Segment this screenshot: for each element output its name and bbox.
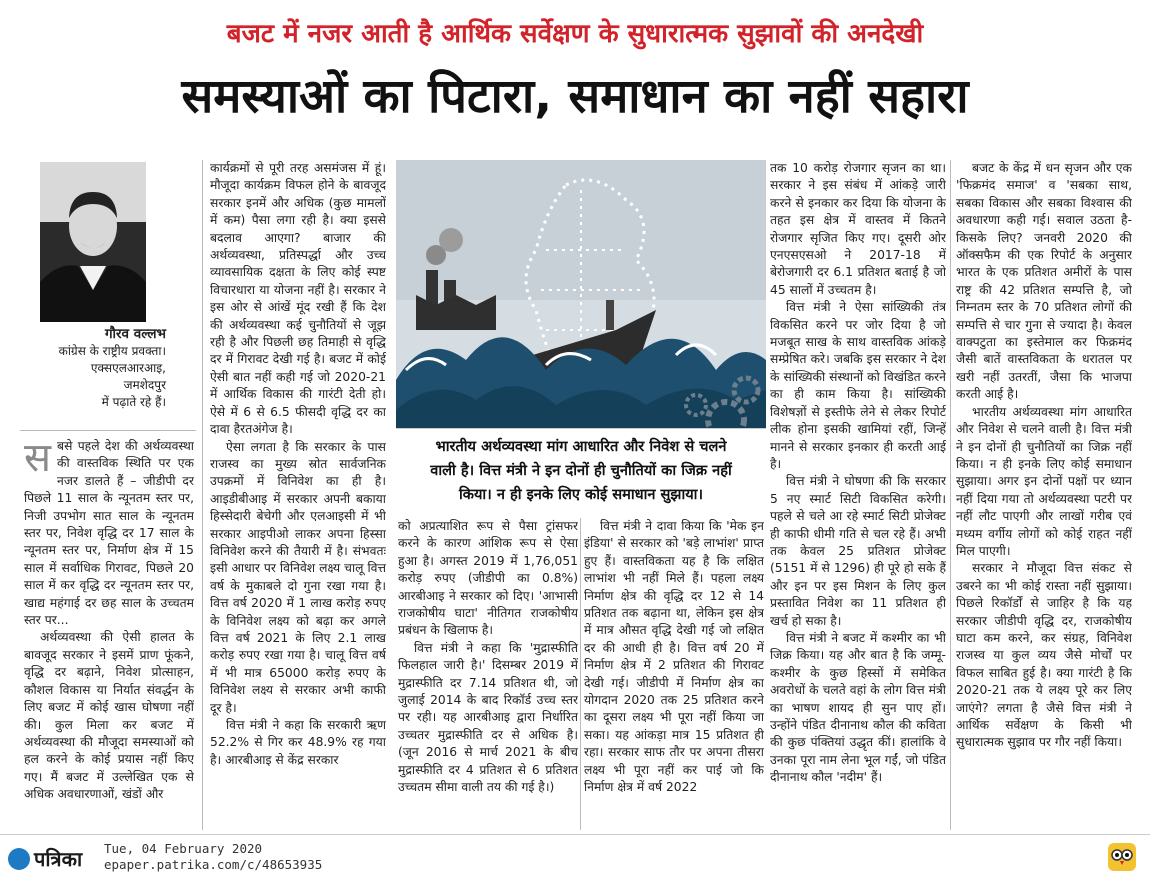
paragraph: वित्त मंत्री ने बजट में कश्मीर का भी जिक्र किया। यह और बात है कि जम्मू-कश्मीर के कुछ हिस्सों में समेकित अवरोधों के चलते वहां के लोग वित्त मंत्री का भाषण शायद ही सुन पाए हों। उन्होंने पंडित दीनानाथ कौल की कविता की कुछ पंक्तियां उद्धृत कीं। हालांकि वे उनका पूरा नाम लेना भूल गईं, जो पंडित दीनानाथ कौल 'नदीम' हैं। (770, 630, 946, 785)
caption-line-1: भारतीय अर्थव्यवस्था मांग आधारित और निवेश से चलने (435, 438, 727, 455)
edition-date: Tue, 04 February 2020 (104, 841, 263, 856)
paragraph: सबसे पहले देश की अर्थव्यवस्था की वास्तविक स्थिति पर एक नजर डालते हैं – जीडीपी दर पिछले 11 साल के न्यूनतम स्तर पर, निजी उपभोग सात साल के न्यूनतम स्तर पर, निवेश वृद्धि दर 17 साल के न्यूनतम स्तर पर, निर्माण क्षेत्र में 15 साल में सर्वाधिक गिरावट, पिछले 20 साल में कर वृद्धि दर न्यूनतम स्तर पर, खाद्य महंगाई दर छह साल के उच्चतम स्तर पर... (24, 438, 194, 628)
paragraph: को अप्रत्याशित रूप से पैसा ट्रांसफर करने के कारण आंशिक रूप से ऐसा हुआ है। अगस्त 2019 में 1,76,051 करोड़ रुपए (जीडीपी का 0.8%) आरबीआइ ने सरकार को दिए। 'आभासी राजकोषीय घाटा' नीतिगत राजकोषीय प्रबंधन के खिलाफ है। (398, 519, 578, 638)
caption-line-3: किया। न ही इनके लिए कोई समाधान सुझाया। (458, 486, 703, 503)
column-divider (580, 518, 581, 830)
article-column-3 (398, 518, 578, 830)
caption-line-2: वाली है। वित्त मंत्री ने इन दोनों ही चुनौतियों का जिक्र नहीं (430, 462, 732, 479)
owl-icon[interactable] (1106, 841, 1138, 873)
author-line-4: में पढ़ाते रहे हैं। (101, 395, 166, 409)
caption-box (396, 428, 766, 513)
patrika-logo[interactable] (8, 845, 82, 872)
paragraph: सरकार ने मौजूदा वित्त संकट से उबरने का भी कोई रास्ता नहीं सुझाया। पिछले रिकॉर्डों से जाहिर है कि यह सरकार जीडीपी वृद्धि दर, राजकोषीय घाटा कम करने, कर संग्रह, विनिवेश राजस्व या कुल व्यय जैसे मोर्चों पर विफल साबित हुई है। क्या गारंटी है कि 2020-21 तक ये लक्ष्य पूरे कर लिए जाएंगे? लगता है जैसे वित्त मंत्री ने आर्थिक सर्वेक्षण के किसी भी सुधारात्मक सुझाव पर गौर नहीं किया। (956, 561, 1132, 750)
globe-icon (8, 848, 30, 870)
author-name: गौरव वल्लभ (104, 326, 166, 342)
image-caption (406, 435, 756, 507)
paragraph: बजट के केंद्र में धन सृजन और एक 'फिक्रमंद समाज' व 'सबका साथ, सबका विकास और सबका विश्वास की अवधारणा कही गई। सवाल उठता है- किसके लिए? जनवरी 2020 की ऑक्सफैम की एक रिपोर्ट के अनुसार भारत के एक प्रतिशत अमीरों के पास राष्ट्र की 42 प्रतिशत सम्पत्ति है, जो निम्नतम स्तर के 70 प्रतिशत लोगों की सम्पत्ति से चार गुना से ज्यादा है। केवल वाक्पटुता का इस्तेमाल कर फिक्रमंद जैसी बातें वास्तविकता के धरातल पर खरी नहीं उतरतीं, जैसा कि भाजपा करती आई है। (956, 161, 1132, 402)
author-portrait-icon (40, 162, 146, 322)
paragraph: वित्त मंत्री ने दावा किया कि 'मेक इन इंडिया' से सरकार को 'बड़े लाभांश' प्राप्त हुए हैं। वास्तविकता यह है कि लक्षित लाभांश भी नहीं मिले हैं। पहला लक्ष्य निर्माण क्षेत्र की वृद्धि दर 12 से 14 प्रतिशत तक बढ़ाना था, लेकिन इस क्षेत्र में मात्र औसत वृद्धि देखी गई जो लक्षित दर की आधी ही है। वित्त वर्ष 20 में निर्माण क्षेत्र में 2 प्रतिशत की गिरावट देखी गई। जीडीपी में निर्माण क्षेत्र का योगदान 2020 तक 25 प्रतिशत करने का दूसरा लक्ष्य भी पूरा नहीं किया जा सका। यह आंकड़ा मात्र 15 प्रतिशत ही रहा। सरकार साफ तौर पर अपना तीसरा लक्ष्य भी पूरा नहीं कर पाई जो कि निर्माण क्षेत्र में वर्ष 2022 (584, 519, 764, 795)
article-column-2 (210, 160, 386, 830)
article-column-6 (956, 160, 1132, 830)
column-divider (202, 160, 203, 830)
footer-bar (0, 834, 1150, 880)
paragraph: कार्यक्रमों से पूरी तरह असमंजस में हूं। मौजूदा कार्यक्रम विफल होने के बावजूद सरकार इनमें और अधिक (कुछ मामलों में कम) पैसा लगा रही है। क्या इससे बदलाव आएगा? बाजार की अर्थव्यवस्था, प्रतिस्पर्द्धा और उच्च व्यावसायिक दक्षता के लिए कोई स्पष्ट विचारधारा या योजना नहीं है। सरकार ने इस ओर से आंखें मूंद रखी हैं कि देश की अर्थव्यवस्था कई चुनौतियों से जूझ रही है और पिछली छह तिमाही से वृद्धि दर में गिरावट देखी गई है। बजट में कोई ऐसी बात नहीं कही गई जो 2020-21 में आर्थिक विकास की गारंटी देती हो। ऐसे में 6 से 6.5 फीसदी वृद्धि दर का दावा हैरतअंगेज है। (210, 161, 386, 437)
column-divider (950, 160, 951, 830)
author-info (30, 326, 166, 411)
paragraph: भारतीय अर्थव्यवस्था मांग आधारित और निवेश से चलने वाली है। वित्त मंत्री ने इन दोनों ही चुनौतियों का जिक्र नहीं किया। न ही इनके लिए कोई समाधान सुझाया। अगर इन दोनों पक्षों पर ध्यान नहीं दिया गया तो अर्थव्यवस्था पटरी पर नहीं लौट पाएगी और लाखों गरीब एवं मध्यम वर्गीय लोगों को कोई राहत नहीं मिल पाएगी। (956, 404, 1132, 558)
paragraph: वित्त मंत्री ने कहा कि सरकारी ऋण 52.2% से गिर कर 48.9% रह गया है। आरबीआइ से केंद्र सरकार (210, 718, 386, 767)
kicker-headline: बजट में नजर आती है आर्थिक सर्वेक्षण के सुधारात्मक सुझावों की अनदेखी (226, 19, 924, 49)
brand-name: पत्रिका (34, 847, 83, 871)
main-headline: समस्याओं का पिटारा, समाधान का नहीं सहारा (181, 69, 969, 124)
epaper-link[interactable]: epaper.patrika.com/c/48653935 (104, 857, 323, 872)
paragraph: वित्त मंत्री ने ऐसा सांख्यिकी तंत्र विकसित करने पर जोर दिया है जो मजबूत साख के साथ वास्तविक आंकड़े सम्प्रेषित करे। जबकि इस सरकार ने देश के सांख्यिकी संस्थानों को विखंडित करने का ही काम किया है। सांख्यिकी विशेषज्ञों से इस्तीफे लेने से लेकर रिपोर्ट लीक होना इसकी खामियां रहीं, जिन्हें मानने से सरकार इनकार ही करती आई है। (770, 300, 946, 471)
author-line-3: जमशेदपुर (123, 378, 166, 392)
paragraph: वित्त मंत्री ने घोषणा की कि सरकार 5 नए स्मार्ट सिटी विकसित करेगी। पहले से चले आ रहे स्मार्ट सिटी प्रोजेक्ट ही काफी धीमी गति से चल रहे हैं। अभी तक केवल 25 प्रतिशत प्रोजेक्ट (5151 में से 1296) ही पूरे हो सके हैं और इन पर इस मिशन के लिए कुल प्रस्तावित निवेश का 11 प्रतिशत ही खर्च हो सका है। (770, 474, 946, 628)
footer-meta (104, 841, 322, 873)
paragraph: अर्थव्यवस्था की ऐसी हालत के बावजूद सरकार ने इसमें प्राण फूंकने, वृद्धि दर बढ़ाने, निवेश प्रोत्साहन, कौशल विकास या निर्यात संवर्द्धन के लिए बजट में कोई खास घोषणा नहीं की। कुल मिला कर बजट में अर्थव्यवस्था की मौजूदा समस्याओं को हल करने के कोई प्रयास नहीं किए गए। मैं बजट में उल्लेखित एक से अधिक अवधारणाओं, खंडों और (24, 630, 194, 802)
paragraph: ऐसा लगता है कि सरकार के पास राजस्व का मुख्य स्रोत सार्वजनिक उपक्रमों में विनिवेश का ही है। आइडीबीआइ में सरकार अपनी बकाया हिस्सेदारी बेचेगी और एलआइसी में भी सरकार आइपीओ लाकर अपना हिस्सा विनिवेश करने की तैयारी में है। संभवतः इसी आधार पर विनिवेश लक्ष्य चालू वित्त वर्ष के मुकाबले दो गुना रखा गया है। वित्त वर्ष 2020 में 1 लाख करोड़ रुपए के विनिवेश लक्ष्य को बढ़ा कर अगले वित्त वर्ष 2021 के लिए 2.1 लाख करोड़ रुपए रखा गया है। चालू वित्त वर्ष में भी मात्र 65000 करोड़ रुपए के विनिवेश लक्ष्य से सरकार अभी काफी दूर है। (210, 439, 386, 715)
author-line-2: एक्सएलआरआइ, (90, 361, 166, 375)
paragraph: वित्त मंत्री ने कहा कि 'मुद्रास्फीति फिलहाल जारी है।' दिसम्बर 2019 में मुद्रास्फीति दर 7.14 प्रतिशत थी, जो जुलाई 2014 के बाद रिकॉर्ड उच्च स्तर पर रही। यह आरबीआइ द्वारा निर्धारित उच्चतर मुद्रास्फीति दर से अधिक है। (जून 2016 से मार्च 2021 के बीच मुद्रास्फीति दर 4 प्रतिशत से 6 प्रतिशत उच्चतम सीमा वाली तय की गई है।) (398, 640, 578, 795)
article-column-4 (584, 518, 764, 830)
column-divider (20, 430, 196, 431)
article-column-5 (770, 160, 946, 830)
author-line-1: कांग्रेस के राष्ट्रीय प्रवक्ता। (58, 344, 166, 358)
dropcap: स (24, 438, 52, 481)
article-column-1 (24, 438, 194, 830)
author-photo (40, 162, 146, 322)
paragraph: तक 10 करोड़ रोजगार सृजन का था। सरकार ने इस संबंध में आंकड़े जारी करने से इनकार कर दिया कि योजना के तहत इस क्षेत्र में वास्तव में कितने रोजगार सृजित किए गए। दूसरी ओर एनएसएसओ ने 2017-18 में बेरोजगारी दर 6.1 प्रतिशत बताई है जो 45 सालों में उच्चतम है। (770, 161, 946, 297)
